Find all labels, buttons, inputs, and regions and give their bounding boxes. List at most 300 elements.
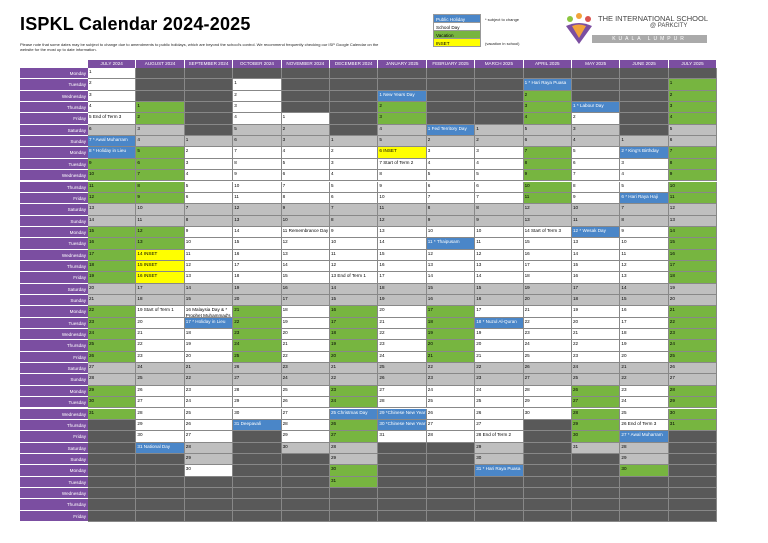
day-cell xyxy=(475,182,523,193)
day-number: 31 xyxy=(669,420,675,426)
empty-cell xyxy=(572,477,620,488)
empty-cell xyxy=(427,465,475,476)
day-number: 26 xyxy=(427,409,433,415)
day-number: 10 xyxy=(573,205,579,211)
day-cell xyxy=(233,272,281,283)
day-cell xyxy=(330,147,378,158)
day-number: 19 xyxy=(427,330,433,336)
empty-cell xyxy=(282,488,330,499)
day-number: 6 xyxy=(621,193,624,199)
legend-label: INSET xyxy=(436,41,450,46)
event-label: * Hari Raya Puasa xyxy=(527,80,567,86)
empty-cell xyxy=(330,511,378,522)
day-cell xyxy=(524,397,572,408)
day-cell xyxy=(136,443,184,454)
day-cell xyxy=(233,363,281,374)
day-cell xyxy=(572,409,620,420)
day-number: 19 xyxy=(89,273,95,279)
day-number: 17 xyxy=(379,273,385,279)
month-header: OCTOBER 2024 xyxy=(233,60,281,68)
day-cell xyxy=(88,216,136,227)
day-number: 20 xyxy=(234,296,240,301)
day-cell xyxy=(88,136,136,147)
day-cell xyxy=(524,91,572,102)
empty-cell xyxy=(669,488,717,499)
day-number: 23 xyxy=(89,318,95,324)
day-number: 30 xyxy=(89,398,95,404)
day-number: 3 xyxy=(331,159,334,165)
day-cell xyxy=(185,397,233,408)
empty-cell xyxy=(572,488,620,499)
day-number: 20 xyxy=(621,352,627,358)
day-cell xyxy=(233,227,281,238)
day-cell xyxy=(330,409,378,420)
day-cell xyxy=(233,306,281,317)
day-cell xyxy=(620,295,668,306)
day-number: 26 xyxy=(234,364,240,370)
day-number: 3 xyxy=(669,103,673,109)
day-number: 12 xyxy=(621,261,627,267)
event-label: * King's Birthday xyxy=(623,148,659,154)
day-number: 21 xyxy=(669,307,675,313)
day-cell xyxy=(136,397,184,408)
empty-cell xyxy=(185,488,233,499)
weekday-label: Thursday xyxy=(20,499,88,510)
day-cell xyxy=(427,363,475,374)
day-cell xyxy=(427,284,475,295)
day-cell xyxy=(669,159,717,170)
empty-cell xyxy=(475,91,523,102)
day-cell xyxy=(233,340,281,351)
event-label: Christmas Day xyxy=(336,409,368,415)
day-number: 4 xyxy=(524,114,528,120)
day-number: 18 xyxy=(331,330,337,336)
day-number: 18 xyxy=(282,307,288,313)
month-header: FEBRUARY 2025 xyxy=(427,60,475,68)
day-number: 15 xyxy=(621,296,627,301)
weekday-label: Wednesday xyxy=(20,329,88,340)
day-cell xyxy=(620,386,668,397)
day-cell xyxy=(185,340,233,351)
day-cell xyxy=(572,420,620,431)
day-cell xyxy=(136,147,184,158)
day-number: 14 xyxy=(282,261,288,267)
day-number: 3 xyxy=(476,148,479,154)
day-cell xyxy=(185,170,233,181)
day-cell xyxy=(620,238,668,249)
day-number: 9 xyxy=(573,193,576,199)
day-cell xyxy=(524,272,572,283)
day-cell xyxy=(620,443,668,454)
day-number: 20 xyxy=(331,352,337,358)
day-cell xyxy=(282,147,330,158)
day-number: 15 xyxy=(185,296,191,301)
day-number: 17 xyxy=(573,284,579,290)
day-cell xyxy=(620,136,668,147)
day-number: 17 xyxy=(282,296,288,301)
day-number: 15 xyxy=(669,239,675,245)
day-number: 2 xyxy=(185,148,189,154)
day-number: 19 xyxy=(621,341,627,347)
month-header: APRIL 2025 xyxy=(524,60,572,68)
day-cell xyxy=(378,295,426,306)
day-cell xyxy=(330,261,378,272)
event-label: Malaysia Day & * Prophet Muhammad's xyxy=(185,307,231,318)
day-cell xyxy=(378,193,426,204)
day-cell xyxy=(378,352,426,363)
event-label: * Nuzul Al-Quran xyxy=(481,318,517,324)
day-number: 20 xyxy=(137,318,143,324)
day-number: 27 xyxy=(282,409,288,415)
day-number: 22 xyxy=(331,375,337,381)
day-cell xyxy=(524,306,572,317)
day-number: 22 xyxy=(621,375,627,381)
day-cell xyxy=(233,295,281,306)
day-number: 3 xyxy=(524,103,528,109)
day-number: 6 xyxy=(669,137,673,143)
day-cell xyxy=(136,261,184,272)
day-cell xyxy=(524,318,572,329)
empty-cell xyxy=(378,511,426,522)
day-number: 1 xyxy=(185,137,189,143)
day-cell xyxy=(378,182,426,193)
day-cell xyxy=(136,386,184,397)
day-cell xyxy=(378,397,426,408)
day-number: 16 xyxy=(185,307,191,313)
day-number: 2 xyxy=(282,125,286,131)
day-number: 22 xyxy=(427,364,433,370)
day-cell xyxy=(378,374,426,385)
day-number: 24 xyxy=(669,341,675,347)
day-number: 18 xyxy=(573,296,579,301)
day-cell xyxy=(88,102,136,113)
day-number: 28 xyxy=(524,386,530,392)
day-number: 22 xyxy=(89,307,95,313)
day-cell xyxy=(669,136,717,147)
day-cell xyxy=(330,397,378,408)
empty-cell xyxy=(620,113,668,124)
day-number: 9 xyxy=(89,159,92,165)
day-cell xyxy=(572,431,620,442)
day-number: 6 xyxy=(331,193,334,199)
day-number: 24 xyxy=(573,364,579,370)
day-cell xyxy=(378,159,426,170)
weekday-label: Friday xyxy=(20,193,88,204)
calendar-grid xyxy=(20,60,707,522)
day-cell xyxy=(427,261,475,272)
day-number: 16 xyxy=(379,261,385,267)
weekday-label: Monday xyxy=(20,386,88,397)
empty-cell xyxy=(233,511,281,522)
month-header: MAY 2025 xyxy=(572,60,620,68)
empty-cell xyxy=(620,125,668,136)
weekday-label: Monday xyxy=(20,306,88,317)
day-cell xyxy=(233,318,281,329)
day-number: 16 xyxy=(524,250,530,256)
event-label: INSET xyxy=(142,261,158,267)
empty-cell xyxy=(427,79,475,90)
month-header: JULY 2024 xyxy=(88,60,136,68)
day-cell xyxy=(427,318,475,329)
day-cell xyxy=(136,204,184,215)
day-cell xyxy=(475,147,523,158)
day-number: 27 xyxy=(476,420,482,426)
day-cell xyxy=(378,329,426,340)
day-cell xyxy=(524,352,572,363)
day-cell xyxy=(620,182,668,193)
day-cell xyxy=(136,102,184,113)
day-cell xyxy=(282,374,330,385)
month-header: SEPTEMBER 2024 xyxy=(185,60,233,68)
day-cell xyxy=(185,284,233,295)
day-number: 21 xyxy=(573,330,579,336)
day-cell xyxy=(572,216,620,227)
day-number: 14 xyxy=(427,273,433,279)
day-number: 5 xyxy=(621,182,624,188)
empty-cell xyxy=(233,431,281,442)
day-number: 28 xyxy=(379,398,385,404)
day-number: 22 xyxy=(185,375,191,381)
day-cell xyxy=(475,227,523,238)
empty-cell xyxy=(427,499,475,510)
day-number: 14 xyxy=(524,227,530,233)
day-number: 16 xyxy=(669,250,675,256)
day-cell xyxy=(427,216,475,227)
day-number: 10 xyxy=(524,182,530,188)
day-cell xyxy=(475,272,523,283)
day-cell xyxy=(330,182,378,193)
legend-label: Public Holiday xyxy=(436,17,466,22)
day-number: 9 xyxy=(379,182,382,188)
day-cell xyxy=(475,340,523,351)
day-number: 27 xyxy=(573,398,579,404)
day-cell xyxy=(427,295,475,306)
day-number: 18 xyxy=(379,284,385,290)
day-number: 16 xyxy=(476,296,482,301)
day-cell xyxy=(88,227,136,238)
day-cell xyxy=(669,238,717,249)
day-cell xyxy=(330,318,378,329)
day-number: 23 xyxy=(137,352,143,358)
day-cell xyxy=(136,113,184,124)
day-cell xyxy=(378,147,426,158)
day-cell xyxy=(524,159,572,170)
day-cell xyxy=(669,420,717,431)
day-number: 11 xyxy=(669,193,675,199)
day-cell xyxy=(620,261,668,272)
day-cell xyxy=(185,272,233,283)
empty-cell xyxy=(88,454,136,465)
day-number: 29 xyxy=(282,432,288,438)
weekday-label: Wednesday xyxy=(20,91,88,102)
empty-cell xyxy=(378,499,426,510)
empty-cell xyxy=(427,68,475,79)
weekday-label: Tuesday xyxy=(20,79,88,90)
empty-cell xyxy=(136,454,184,465)
day-number: 5 xyxy=(427,171,431,177)
day-number: 5 xyxy=(89,114,92,120)
day-number: 1 xyxy=(427,125,431,131)
day-number: 25 xyxy=(331,409,337,415)
day-cell xyxy=(669,147,717,158)
day-number: 16 xyxy=(573,273,579,279)
day-number: 28 xyxy=(621,443,627,449)
day-number: 25 xyxy=(573,375,579,381)
day-cell xyxy=(378,136,426,147)
empty-cell xyxy=(136,91,184,102)
day-number: 28 xyxy=(89,375,95,381)
day-number: 9 xyxy=(669,171,673,177)
weekday-label: Tuesday xyxy=(20,477,88,488)
day-cell xyxy=(136,284,184,295)
day-cell xyxy=(330,465,378,476)
day-cell xyxy=(427,386,475,397)
day-number: 21 xyxy=(427,352,433,358)
empty-cell xyxy=(378,454,426,465)
event-label: Start of Term 1 xyxy=(142,307,174,313)
day-cell xyxy=(233,238,281,249)
day-number: 11 xyxy=(476,239,481,245)
day-number: 31 xyxy=(476,466,482,472)
logo-line1: THE INTERNATIONAL SCHOOL xyxy=(598,14,709,23)
day-cell xyxy=(669,250,717,261)
day-number: 21 xyxy=(379,318,385,324)
empty-cell xyxy=(282,102,330,113)
day-number: 19 xyxy=(524,284,530,290)
day-number: 24 xyxy=(379,352,385,358)
day-number: 8 xyxy=(379,171,382,177)
day-cell xyxy=(475,306,523,317)
day-number: 29 xyxy=(234,398,240,404)
day-number: 3 xyxy=(282,137,286,143)
day-cell xyxy=(330,227,378,238)
empty-cell xyxy=(524,499,572,510)
day-number: 6 xyxy=(137,159,140,165)
day-number: 18 xyxy=(476,318,482,324)
weekday-label: Tuesday xyxy=(20,318,88,329)
empty-cell xyxy=(330,68,378,79)
day-cell xyxy=(524,113,572,124)
day-number: 16 xyxy=(282,284,288,290)
day-number: 14 xyxy=(621,284,627,290)
day-cell xyxy=(282,340,330,351)
day-number: 3 xyxy=(573,125,576,131)
day-number: 14 xyxy=(234,227,240,233)
day-number: 11 xyxy=(621,250,627,256)
day-cell xyxy=(524,147,572,158)
day-number: 5 xyxy=(573,148,576,154)
day-number: 8 xyxy=(331,216,334,222)
day-number: 26 xyxy=(89,352,95,358)
day-number: 10 xyxy=(137,205,143,211)
day-number: 8 xyxy=(621,216,624,222)
day-cell xyxy=(136,306,184,317)
day-cell xyxy=(475,250,523,261)
empty-cell xyxy=(136,68,184,79)
day-number: 24 xyxy=(282,375,288,381)
day-number: 15 xyxy=(476,284,482,290)
day-number: 20 xyxy=(476,341,482,347)
empty-cell xyxy=(282,465,330,476)
day-cell xyxy=(330,272,378,283)
day-cell xyxy=(475,204,523,215)
empty-cell xyxy=(572,91,620,102)
day-number: 23 xyxy=(621,386,627,392)
empty-cell xyxy=(330,125,378,136)
day-number: 7 xyxy=(379,159,382,165)
day-number: 29 xyxy=(524,398,530,404)
day-number: 31 xyxy=(137,443,143,449)
day-number: 9 xyxy=(524,171,528,177)
weekday-label: Wednesday xyxy=(20,250,88,261)
day-number: 30 xyxy=(573,432,579,438)
empty-cell xyxy=(524,420,572,431)
day-number: 17 xyxy=(621,318,627,324)
day-cell xyxy=(330,352,378,363)
day-cell xyxy=(427,431,475,442)
day-number: 14 xyxy=(476,273,482,279)
day-number: 24 xyxy=(427,386,433,392)
day-number: 7 xyxy=(137,171,140,177)
day-number: 7 xyxy=(282,182,286,188)
day-number: 30 xyxy=(476,454,482,460)
day-number: 13 xyxy=(427,261,433,267)
weekday-label: Friday xyxy=(20,352,88,363)
day-number: 30 xyxy=(379,420,385,426)
day-cell xyxy=(185,182,233,193)
day-number: 29 xyxy=(669,398,675,404)
day-cell xyxy=(475,431,523,442)
day-cell xyxy=(475,443,523,454)
day-cell xyxy=(88,340,136,351)
day-number: 11 xyxy=(427,239,433,245)
day-number: 5 xyxy=(669,125,673,131)
empty-cell xyxy=(475,511,523,522)
empty-cell xyxy=(572,68,620,79)
day-cell xyxy=(233,386,281,397)
weekday-label: Wednesday xyxy=(20,409,88,420)
weekday-label: Tuesday xyxy=(20,238,88,249)
day-cell xyxy=(378,250,426,261)
day-cell xyxy=(475,136,523,147)
weekday-label: Thursday xyxy=(20,340,88,351)
day-number: 23 xyxy=(524,330,530,336)
day-number: 1 xyxy=(573,103,576,109)
day-number: 2 xyxy=(621,148,624,154)
day-cell xyxy=(88,409,136,420)
event-label: End of Term 3 xyxy=(91,114,122,120)
day-cell xyxy=(378,386,426,397)
day-number: 23 xyxy=(331,386,337,392)
weekday-label: Thursday xyxy=(20,182,88,193)
day-number: 30 xyxy=(282,443,288,449)
day-cell xyxy=(475,454,523,465)
day-number: 20 xyxy=(89,284,95,290)
day-number: 31 xyxy=(573,443,579,449)
day-cell xyxy=(572,113,620,124)
day-cell xyxy=(620,329,668,340)
day-number: 4 xyxy=(669,114,673,120)
day-cell xyxy=(282,216,330,227)
day-cell xyxy=(572,102,620,113)
day-number: 2 xyxy=(524,91,528,97)
day-number: 15 xyxy=(137,261,143,267)
day-cell xyxy=(185,147,233,158)
day-number: 28 xyxy=(137,409,143,415)
day-cell xyxy=(330,170,378,181)
day-cell xyxy=(378,306,426,317)
day-cell xyxy=(572,306,620,317)
